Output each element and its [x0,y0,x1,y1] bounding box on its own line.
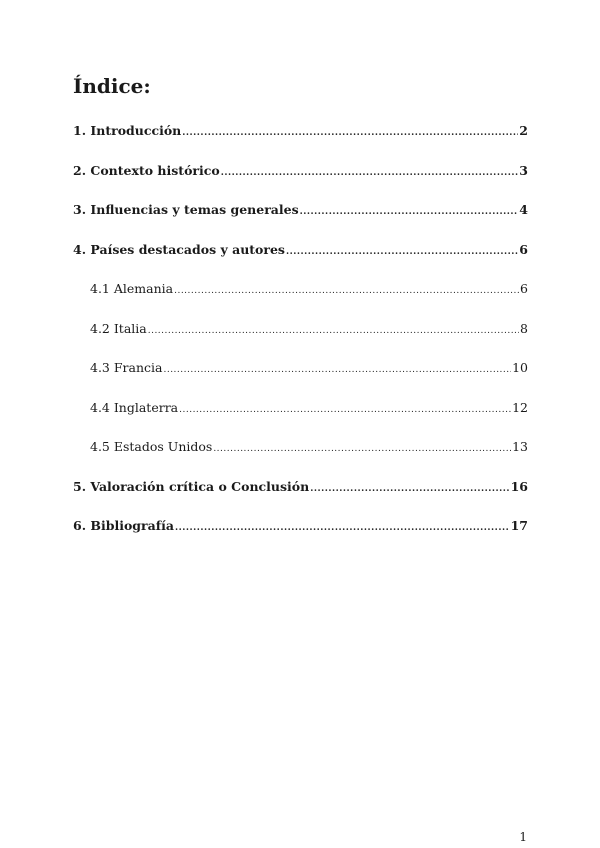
toc-entry-page: 2 [519,123,528,138]
dot-leader [148,320,519,342]
dot-leader [213,438,511,460]
toc-entry-label: 4.5 Estados Unidos [90,439,213,454]
toc-entry-page: 13 [512,439,528,454]
toc-entry-italia[interactable] [73,318,528,358]
dot-leader [300,201,519,223]
toc-list [73,120,528,555]
toc-entry-paises-autores[interactable] [73,239,528,279]
toc-title: Índice: [73,74,151,98]
toc-entry-page: 6 [520,281,528,296]
dot-leader [310,478,509,500]
toc-entry-page: 16 [510,478,528,494]
dot-leader [175,517,510,539]
toc-entry-page: 17 [510,518,528,533]
toc-entry-label: 2. Contexto histórico [73,162,220,178]
dot-leader [163,359,511,381]
dot-leader [221,162,519,184]
toc-entry-francia[interactable] [73,357,528,397]
toc-entry-page: 10 [512,360,528,375]
toc-entry-bibliografia[interactable] [73,515,528,555]
toc-entry-label: 6. Bibliografía [73,518,174,533]
toc-entry-introduccion[interactable] [73,120,528,160]
toc-entry-label: 4.3 Francia [90,360,163,375]
toc-entry-page: 12 [512,399,528,415]
toc-entry-label: 5. Valoración crítica o Conclusión [73,478,310,494]
toc-entry-estados-unidos[interactable] [73,436,528,476]
toc-entry-page: 4 [519,202,528,217]
toc-entry-label: 1. Introducción [73,123,182,138]
toc-entry-alemania[interactable] [73,278,528,318]
dot-leader [174,280,519,302]
dot-leader [182,122,518,144]
toc-entry-conclusion[interactable] [73,476,528,516]
toc-entry-label: 3. Influencias y temas generales [73,202,299,217]
toc-entry-label: 4. Países destacados y autores [73,241,285,257]
toc-entry-inglaterra[interactable] [73,397,528,437]
toc-entry-page: 8 [520,320,528,336]
toc-entry-page: 3 [519,162,528,178]
toc-entry-label: 4.2 Italia [90,320,147,336]
dot-leader [286,241,518,263]
dot-leader [179,399,511,421]
toc-entry-page: 6 [519,241,528,257]
toc-entry-influencias[interactable] [73,199,528,239]
toc-entry-contexto-historico[interactable] [73,160,528,200]
toc-entry-label: 4.1 Alemania [90,281,174,296]
toc-entry-label: 4.4 Inglaterra [90,399,179,415]
page-number: 1 [519,830,527,844]
